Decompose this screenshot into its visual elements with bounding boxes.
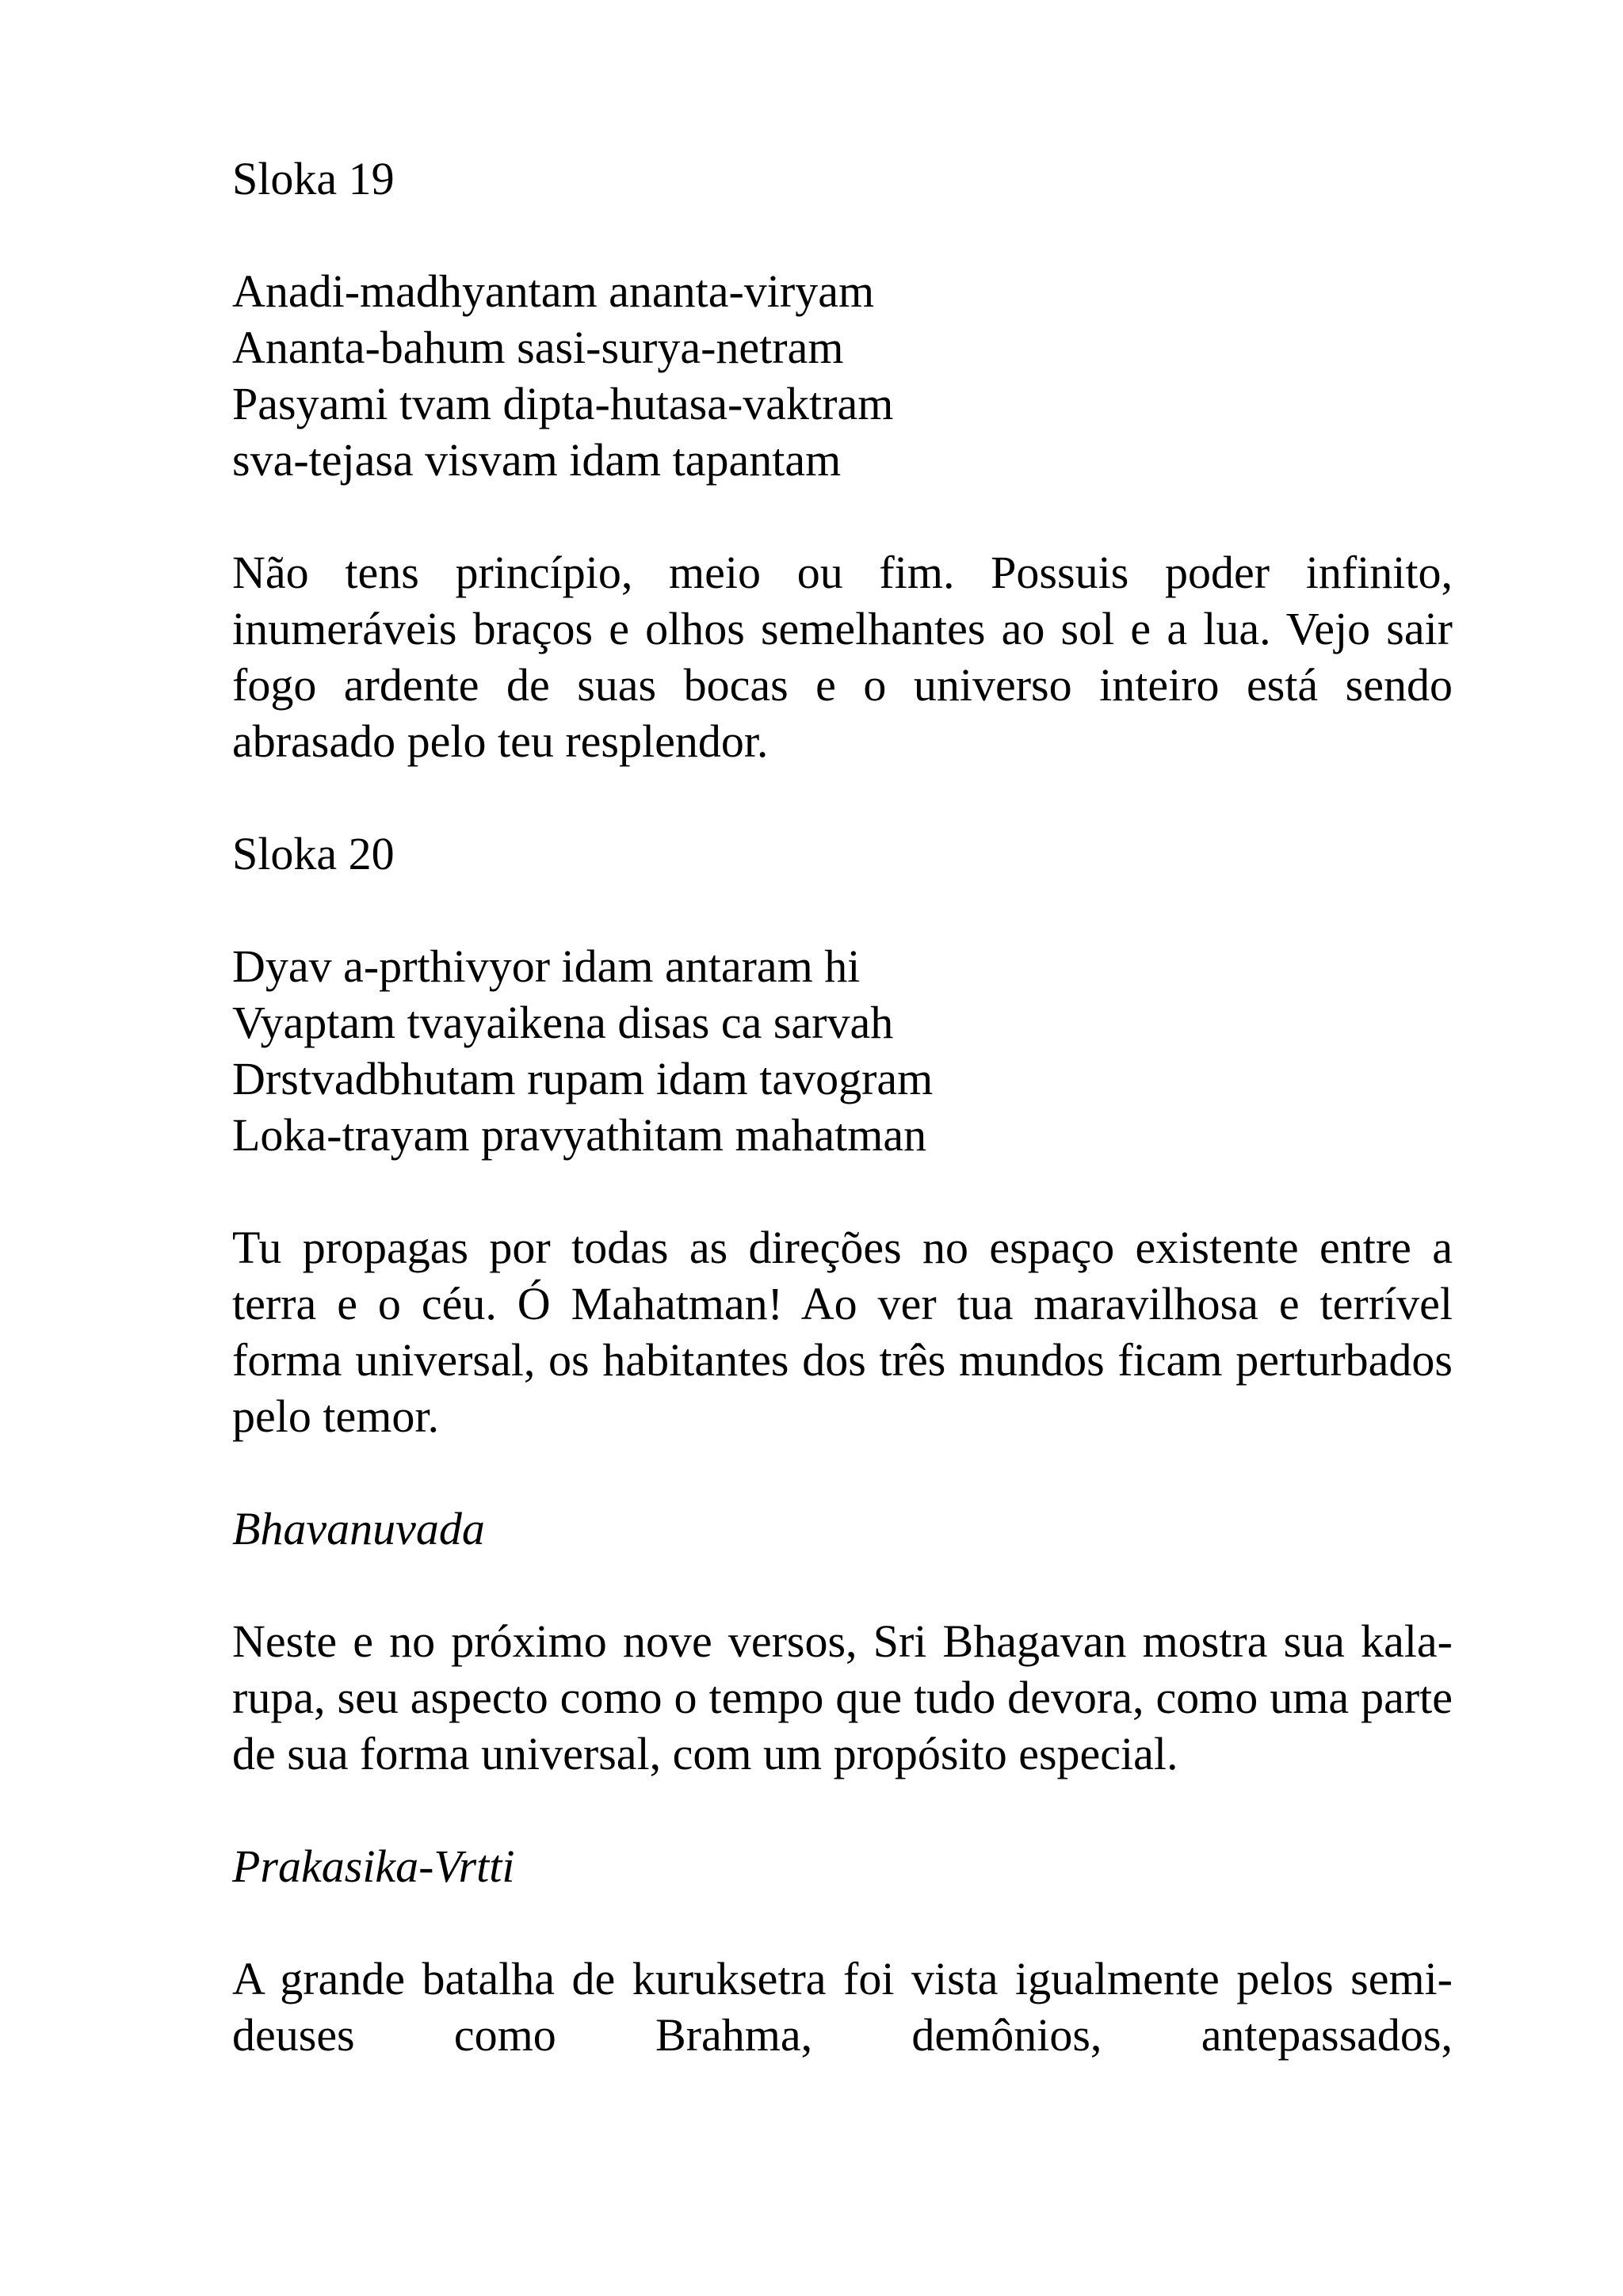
prakasika-vrtti-heading: Prakasika-Vrtti	[232, 1840, 515, 1892]
bhavanuvada-heading: Bhavanuvada	[232, 1503, 485, 1554]
verse-line: Drstvadbhutam rupam idam tavogram	[232, 1053, 934, 1104]
verse-line: sva-tejasa visvam idam tapantam	[232, 434, 842, 486]
sloka-19-heading: Sloka 19	[232, 153, 395, 204]
verse-line: Anadi-madhyantam ananta-viryam	[232, 265, 875, 317]
sloka-20-heading: Sloka 20	[232, 828, 395, 879]
verse-line: Pasyami tvam dipta-hutasa-vaktram	[232, 378, 894, 429]
sloka-20-translation: Tu propagas por todas as direções no espaço existente entre a terra e o céu. Ó Mahatman! Ao ver tua maravilhosa e terrível forma universal, os habitantes dos três mundos ficam perturbados pelo temor.	[232, 1222, 1453, 1442]
sloka-19-verse	[232, 263, 1453, 488]
verse-line: Vyaptam tvayaikena disas ca sarvah	[232, 997, 894, 1048]
page-content	[232, 151, 1453, 2063]
verse-line: Loka-trayam pravyathitam mahatman	[232, 1109, 927, 1161]
verse-line: Ananta-bahum sasi-surya-netram	[232, 322, 844, 373]
sloka-19-translation: Não tens princípio, meio ou fim. Possuis poder infinito, inumeráveis braços e olhos semelhantes ao sol e a lua. Vejo sair fogo ardente de suas bocas e o universo inteiro está sendo abrasado pelo teu resplendor.	[232, 547, 1453, 767]
verse-line: Dyav a-prthivyor idam antaram hi	[232, 940, 861, 992]
prakasika-vrtti-text: A grande batalha de kuruksetra foi vista igualmente pelos semi-deuses como Brahma, demônios, antepassados,	[232, 1953, 1453, 2061]
bhavanuvada-text: Neste e no próximo nove versos, Sri Bhagavan mostra sua kala-rupa, seu aspecto como o tempo que tudo devora, como uma parte de sua forma universal, com um propósito especial.	[232, 1615, 1453, 1779]
sloka-20-verse	[232, 938, 1453, 1163]
